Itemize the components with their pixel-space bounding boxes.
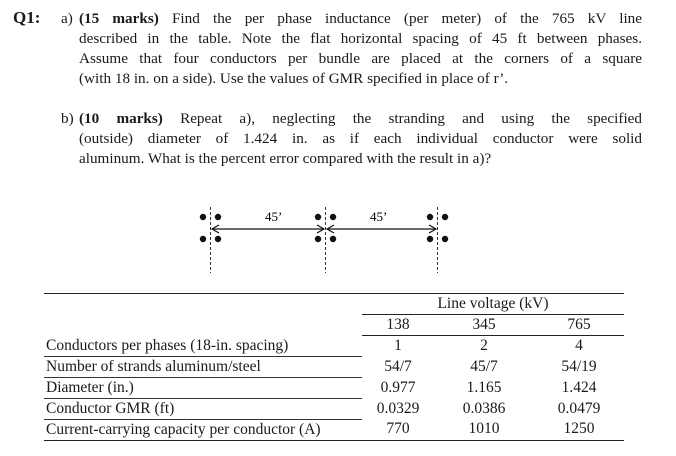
line-voltage-header: Line voltage (kV) [362, 294, 624, 315]
cell: 0.977 [380, 378, 416, 396]
question-number: Q1: [13, 8, 41, 27]
part-b-marks: (10 marks) [79, 110, 163, 127]
part-a-line-4: (with 18 in. on a side). Use the values of GMR specified in place of r’. [79, 70, 509, 87]
part-b-line-2: (outside) diameter of 1.424 in. as if each individual conductor were solid [79, 130, 642, 147]
row-label: Current-carrying capacity per conductor (A) [44, 419, 362, 440]
phase-a-bundle [200, 207, 221, 273]
cell: 0.0329 [376, 399, 420, 417]
cell: 1.165 [466, 378, 502, 396]
part-b-line-3: aluminum. What is the percent error compared with the result in a)? [79, 150, 492, 167]
part-b-line-1 [79, 109, 642, 129]
part-a-text [61, 9, 643, 89]
voltage-345: 345 [434, 315, 534, 336]
phase-b-bundle [315, 207, 336, 273]
table-header-row-1 [44, 294, 624, 315]
phase-c-bundle [427, 207, 448, 273]
cell: 2 [480, 337, 488, 354]
cell: 0.0479 [557, 399, 601, 417]
cell: 45/7 [470, 357, 498, 375]
part-a-line-1-text: Find the per phase inductance (per meter) of the 765 kV line [171, 10, 643, 27]
cell: 54/7 [384, 357, 412, 375]
spacing-label-1: 45’ [265, 209, 283, 224]
part-b-label: b) [61, 110, 74, 127]
cell: 1 [394, 337, 402, 354]
row-label: Number of strands aluminum/steel [44, 356, 362, 377]
cell: 0.0386 [462, 399, 506, 417]
row-label: Diameter (in.) [44, 377, 362, 398]
cell: 770 [362, 419, 434, 440]
part-a-label: a) [61, 10, 73, 27]
spacing-arrow-1 [212, 225, 324, 233]
voltage-765: 765 [534, 315, 624, 336]
spacing-label-2: 45’ [370, 209, 388, 224]
part-a-line-2: described in the table. Note the flat horizontal spacing of 45 ft between phases. [79, 30, 642, 47]
table-row [44, 398, 624, 419]
table-header-row-2 [44, 315, 624, 336]
cell: 1.424 [561, 378, 597, 396]
bundle-spacing-diagram [190, 205, 460, 275]
spacing-arrow-2 [327, 225, 436, 233]
table-row [44, 356, 624, 377]
row-label: Conductors per phases (18-in. spacing) [44, 336, 362, 357]
part-a-marks: (15 marks) [79, 10, 159, 27]
cell: 4 [575, 337, 583, 354]
part-a-line-3: Assume that four conductors per bundle are placed at the corners of a square [79, 50, 642, 67]
cell: 1010 [434, 419, 534, 440]
part-b-line-1-text: Repeat a), neglecting the stranding and using the specified [180, 110, 642, 127]
cell: 1250 [534, 419, 624, 440]
table-row [44, 377, 624, 398]
row-label: Conductor GMR (ft) [44, 398, 362, 419]
voltage-138: 138 [362, 315, 434, 336]
table-row [44, 419, 624, 440]
part-a-line-1 [79, 9, 642, 29]
cell: 54/19 [561, 357, 597, 375]
table-row [44, 336, 624, 357]
part-b-text [61, 109, 642, 169]
line-parameters-table [44, 293, 624, 441]
